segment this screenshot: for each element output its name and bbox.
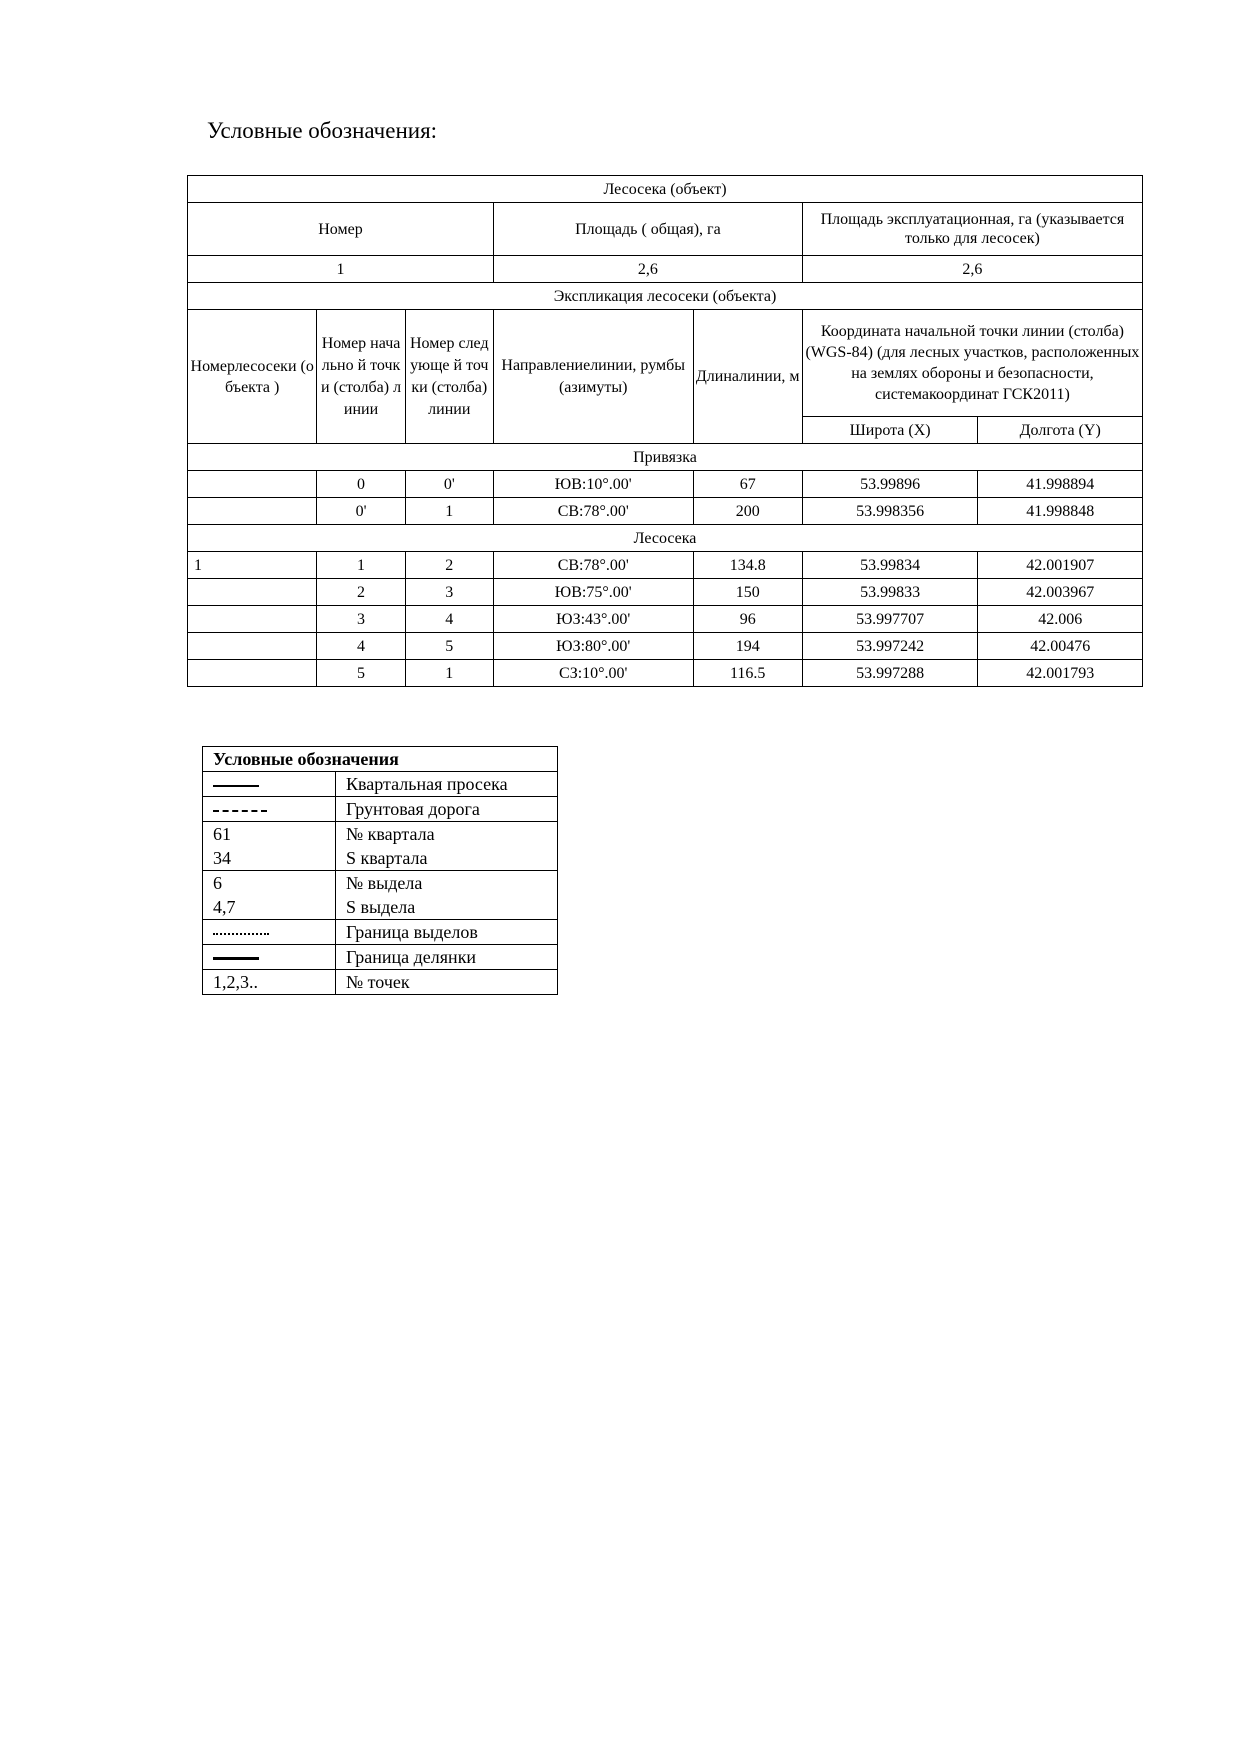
next-point-cell: 5	[405, 633, 493, 660]
legend-row	[203, 772, 558, 797]
latitude-cell: 53.997707	[802, 606, 978, 633]
legend-row	[203, 871, 558, 920]
latitude-cell: 53.998356	[802, 498, 978, 525]
direction-cell: СВ:78°.00'	[493, 552, 693, 579]
latitude-cell: 53.997288	[802, 660, 978, 687]
length-cell: 134.8	[693, 552, 802, 579]
legend-label: Грунтовая дорога	[336, 797, 558, 822]
latitude-cell: 53.997242	[802, 633, 978, 660]
next-point-cell: 3	[405, 579, 493, 606]
length-cell: 150	[693, 579, 802, 606]
table-row	[188, 471, 1143, 498]
start-point-cell: 0	[317, 471, 405, 498]
legend-label: Граница выделов	[336, 920, 558, 945]
table-row	[188, 660, 1143, 687]
legend-symbol-cell	[203, 797, 336, 822]
direction-cell: ЮВ:10°.00'	[493, 471, 693, 498]
start-point-cell: 4	[317, 633, 405, 660]
start-point-cell: 3	[317, 606, 405, 633]
legend-symbol-text: 61	[213, 824, 231, 844]
plot-number-cell	[188, 633, 317, 660]
col-area-expl-header: Площадь эксплуатационная, га (указывается только для лесосек)	[802, 203, 1142, 256]
direction-cell: ЮЗ:80°.00'	[493, 633, 693, 660]
latitude-cell: 53.99834	[802, 552, 978, 579]
direction-cell: ЮЗ:43°.00'	[493, 606, 693, 633]
longitude-cell: 42.001793	[978, 660, 1143, 687]
legend-row	[203, 822, 558, 871]
legend-label-cell	[336, 871, 558, 920]
legend-row	[203, 945, 558, 970]
binding-label: Привязка	[188, 444, 1143, 471]
length-cell: 116.5	[693, 660, 802, 687]
legend-symbol-text: 34	[213, 848, 231, 868]
explication-header: Экспликация лесосеки (объекта)	[188, 283, 1143, 310]
area-expl: 2,6	[802, 256, 1142, 283]
legend-label: № выдела	[346, 873, 423, 893]
legend-row	[203, 970, 558, 995]
legend-symbol-cell	[203, 822, 336, 871]
table-row	[188, 579, 1143, 606]
direction-header: Направлениелинии, румбы (азимуты)	[493, 310, 693, 444]
legend-label: S квартала	[346, 848, 428, 868]
solid-line-icon	[213, 785, 259, 787]
table-row	[188, 633, 1143, 660]
direction-cell: ЮВ:75°.00'	[493, 579, 693, 606]
legend-row	[203, 797, 558, 822]
legend-table	[202, 746, 558, 995]
object-header: Лесосека (объект)	[188, 176, 1143, 203]
plot-number-cell	[188, 660, 317, 687]
table-row	[188, 606, 1143, 633]
legend-symbol-cell	[203, 945, 336, 970]
legend-symbol-text: 1,2,3..	[203, 970, 336, 995]
table-row	[188, 552, 1143, 579]
direction-cell: СЗ:10°.00'	[493, 660, 693, 687]
start-point-cell: 2	[317, 579, 405, 606]
length-cell: 200	[693, 498, 802, 525]
next-point-cell: 2	[405, 552, 493, 579]
col-number-header: Номер	[188, 203, 494, 256]
next-point-header: Номер следующе й точки (столба) линии	[405, 310, 493, 444]
plot-number-cell: 1	[188, 552, 317, 579]
legend-symbol-cell	[203, 920, 336, 945]
table-row	[188, 498, 1143, 525]
dashed-line-icon	[213, 810, 267, 812]
legend-title: Условные обозначения	[203, 747, 558, 772]
legend-label: Квартальная просека	[336, 772, 558, 797]
longitude-cell: 42.00476	[978, 633, 1143, 660]
plot-number-cell	[188, 606, 317, 633]
dotted-line-icon	[213, 933, 269, 935]
object-number: 1	[188, 256, 494, 283]
next-point-cell: 1	[405, 660, 493, 687]
coordinate-header: Координата начальной точки линии (столба) (WGS-84) (для лесных участков, расположенных на землях обороны и безопасности, системакоординат ГСК2011)	[802, 310, 1142, 417]
longitude-cell: 42.003967	[978, 579, 1143, 606]
length-cell: 96	[693, 606, 802, 633]
longitude-cell: 42.001907	[978, 552, 1143, 579]
longitude-cell: 41.998848	[978, 498, 1143, 525]
length-cell: 194	[693, 633, 802, 660]
start-point-cell: 1	[317, 552, 405, 579]
longitude-header: Долгота (Y)	[978, 417, 1143, 444]
plot-number-cell	[188, 498, 317, 525]
next-point-cell: 0'	[405, 471, 493, 498]
plot-number-cell	[188, 471, 317, 498]
latitude-header: Широта (X)	[802, 417, 978, 444]
latitude-cell: 53.99833	[802, 579, 978, 606]
legend-symbol-text: 6	[213, 873, 222, 893]
legend-label: S выдела	[346, 897, 416, 917]
plot-label: Лесосека	[188, 525, 1143, 552]
col-area-total-header: Площадь ( общая), га	[493, 203, 802, 256]
legend-label: Граница делянки	[336, 945, 558, 970]
direction-cell: СВ:78°.00'	[493, 498, 693, 525]
legend-row	[203, 920, 558, 945]
length-header: Длиналинии, м	[693, 310, 802, 444]
plot-explication-table	[187, 175, 1143, 687]
legend-label: № точек	[336, 970, 558, 995]
legend-label: № квартала	[346, 824, 435, 844]
area-total: 2,6	[493, 256, 802, 283]
length-cell: 67	[693, 471, 802, 498]
plot-number-cell	[188, 579, 317, 606]
next-point-cell: 4	[405, 606, 493, 633]
legend-symbol-cell	[203, 772, 336, 797]
start-point-cell: 5	[317, 660, 405, 687]
next-point-cell: 1	[405, 498, 493, 525]
legend-symbol-cell	[203, 871, 336, 920]
start-point-header: Номер начально й точки (столба) линии	[317, 310, 405, 444]
legend-label-cell	[336, 822, 558, 871]
longitude-cell: 41.998894	[978, 471, 1143, 498]
start-point-cell: 0'	[317, 498, 405, 525]
plot-number-header: Номерлесосеки (объекта )	[188, 310, 317, 444]
latitude-cell: 53.99896	[802, 471, 978, 498]
longitude-cell: 42.006	[978, 606, 1143, 633]
page-title: Условные обозначения:	[207, 118, 438, 143]
bold-line-icon	[213, 957, 259, 960]
legend-symbol-text: 4,7	[213, 897, 236, 917]
